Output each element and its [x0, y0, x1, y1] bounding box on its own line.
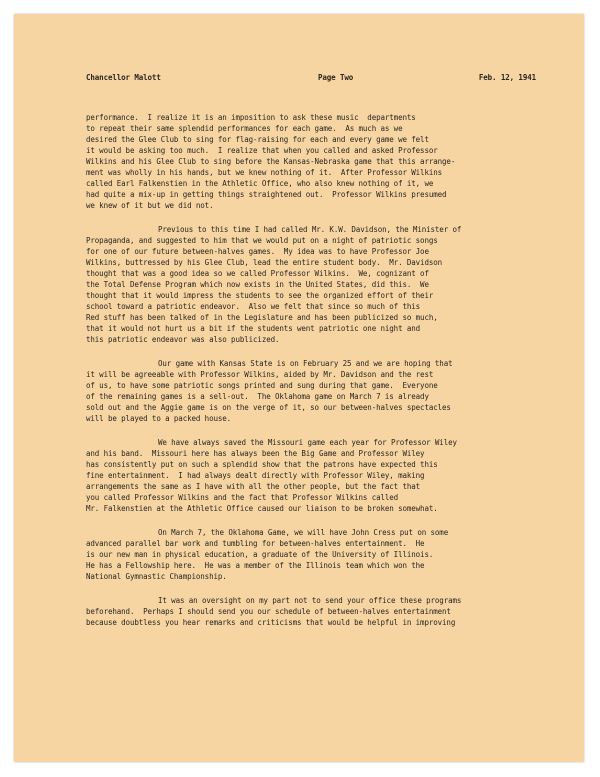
text-line: beforehand. Perhaps I should send you our schedule of between-halves entertainment: [86, 607, 451, 616]
text-line: we knew of it but we did not.: [86, 201, 214, 210]
text-line: We have always saved the Missouri game each year for Professor Wiley: [158, 438, 457, 447]
letter-page: [14, 14, 584, 762]
text-line: desired the Glee Club to sing for flag-raising for each and every game we felt: [86, 135, 429, 144]
text-line: advanced parallel bar work and tumbling for between-halves entertainment. He: [86, 539, 425, 548]
text-line: for one of our future between-halves games. My idea was to have Professor Joe: [86, 247, 429, 256]
text-line: performance. I realize it is an imposition to ask these music departments: [86, 113, 416, 122]
text-line: Red stuff has been talked of in the Legislature and has been publicized so much,: [86, 313, 438, 322]
letter-body: [86, 112, 536, 628]
text-line: this patriotic endeavor was also publicized.: [86, 335, 280, 344]
text-line: Our game with Kansas State is on February 25 and we are hoping that: [158, 359, 453, 368]
text-line: of the remaining games is a sell-out. The Oklahoma game on March 7 is already: [86, 392, 429, 401]
text-line: thought that it would impress the students to see the organized effort of their: [86, 291, 434, 300]
letter-header: [86, 72, 536, 83]
text-line: to repeat their same splendid performances for each game. As much as we: [86, 124, 403, 133]
header-page-number: Page Two: [318, 73, 354, 82]
text-line: Previous to this time I had called Mr. K.W. Davidson, the Minister of: [158, 225, 462, 234]
text-line: it will be agreeable with Professor Wilkins, aided by Mr. Davidson and the rest: [86, 370, 434, 379]
text-line: arrangements the same as I have with all the other people, but the fact that: [86, 482, 421, 491]
text-line: sold out and the Aggie game is on the verge of it, so our between-halves spectacles: [86, 403, 451, 412]
header-recipient: Chancellor Malott: [86, 73, 161, 82]
text-line: ment was wholly in his hands, but we knew nothing of it. After Professor Wilkins: [86, 168, 443, 177]
text-line: Mr. Falkenstien at the Athletic Office caused our liaison to be broken somewhat.: [86, 504, 438, 513]
text-line: of us, to have some patriotic songs printed and sung during that game. Everyone: [86, 381, 438, 390]
text-line: it would be asking too much. I realize that when you called and asked Professor: [86, 146, 438, 155]
text-line: On March 7, the Oklahoma Game, we will have John Cress put on some: [158, 528, 449, 537]
text-line: will be played to a packed house.: [86, 414, 232, 423]
text-line: Wilkins, buttressed by his Glee Club, lead the entire student body. Mr. Davidson: [86, 258, 443, 267]
paragraph: [86, 595, 536, 628]
paragraph: [86, 358, 536, 424]
paragraph: [86, 437, 536, 514]
text-line: the Total Defense Program which now exists in the United States, did this. We: [86, 280, 429, 289]
text-line: you called Professor Wilkins and the fact that Professor Wilkins called: [86, 493, 399, 502]
letter-content: [86, 72, 536, 641]
paragraph: [86, 224, 536, 345]
text-line: had quite a mix-up in getting things straightened out. Professor Wilkins presumed: [86, 190, 447, 199]
text-line: and his band. Missouri here has always been the Big Game and Professor Wiley: [86, 449, 425, 458]
text-line: National Gymnastic Championship.: [86, 572, 227, 581]
text-line: He has a Fellowship here. He was a member of the Illinois team which won the: [86, 561, 425, 570]
text-line: Propaganda, and suggested to him that we would put on a night of patriotic songs: [86, 236, 438, 245]
text-line: school toward a patriotic endeavor. Also we felt that since so much of this: [86, 302, 421, 311]
paragraph: [86, 527, 536, 582]
text-line: is our new man in physical education, a graduate of the University of Illinois.: [86, 550, 434, 559]
text-line: thought that was a good idea so we called Professor Wilkins. We, cognizant of: [86, 269, 429, 278]
text-line: called Earl Falkenstien in the Athletic Office, who also knew nothing of it, we: [86, 179, 434, 188]
text-line: that it would not hurt us a bit if the students went patriotic one night and: [86, 324, 421, 333]
text-line: It was an oversight on my part not to send your office these programs: [158, 596, 462, 605]
text-line: Wilkins and his Glee Club to sing before the Kansas-Nebraska game that this arrange-: [86, 157, 456, 166]
header-date: Feb. 12, 1941: [478, 73, 536, 82]
text-line: because doubtless you hear remarks and criticisms that would be helpful in improving: [86, 618, 456, 627]
paragraph: [86, 112, 536, 211]
text-line: fine entertainment. I had always dealt directly with Professor Wiley, making: [86, 471, 425, 480]
text-line: has consistently put on such a splendid show that the patrons have expected this: [86, 460, 438, 469]
